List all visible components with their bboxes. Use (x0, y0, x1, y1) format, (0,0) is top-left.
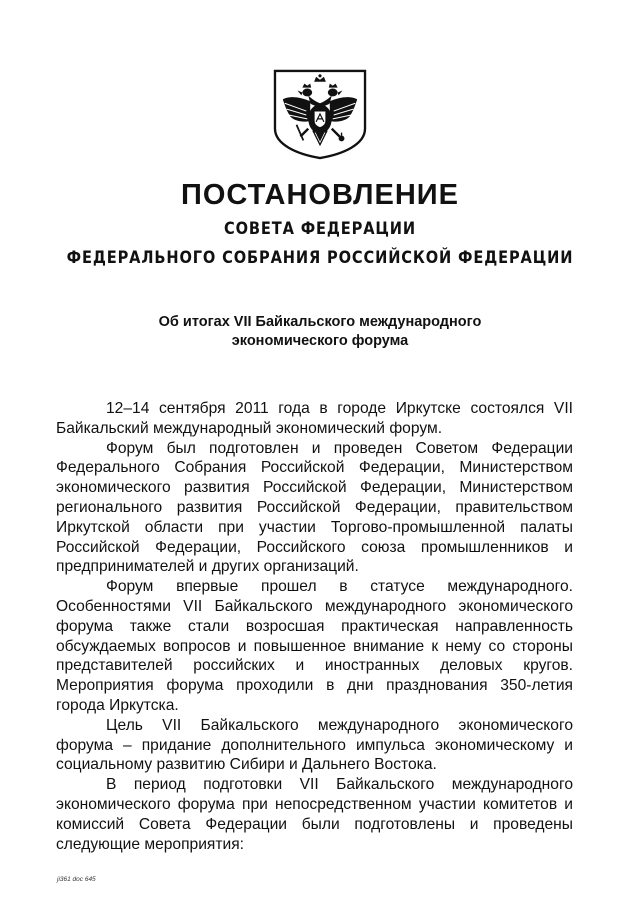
subject-line-2: экономического форума (231, 333, 409, 349)
paragraph: Форум был подготовлен и проведен Советом Федерации Федерального Собрания Российской Федерации, Министерством экономического развития Российской Федерации, Министерством регионального развития Российской Федерации, правительством Иркутской области при участии Торгово-промышленной палаты Российской Федерации, Российского союза промышленников и предпринимателей и других организаций. (56, 439, 573, 576)
document-body (56, 399, 573, 854)
issuer-line-1: СОВЕТА ФЕДЕРАЦИИ (224, 219, 416, 239)
issuer-line-2: ФЕДЕРАЛЬНОГО СОБРАНИЯ РОССИЙСКОЙ ФЕДЕРАЦИИ (66, 248, 574, 268)
paragraph: 12–14 сентября 2011 года в городе Иркутске состоялся VII Байкальский международный экономический форум. (56, 400, 573, 437)
subject-line-1: Об итогах VII Байкальского международного (158, 314, 482, 330)
paragraph: Цель VII Байкальского международного экономического форума – придание дополнительного импульса экономическому и социальному развитию Сибири и Дальнего Востока. (56, 716, 573, 774)
document-type-title: ПОСТАНОВЛЕНИЕ (181, 179, 459, 211)
russian-coat-of-arms-icon (271, 68, 369, 160)
footer-file-note: ji361 doc 645 (57, 876, 96, 883)
document-subject (0, 313, 640, 351)
paragraph: Форум впервые прошел в статусе международного. Особенностями VII Байкальского международного экономического форума также стали возросшая практическая направленность обсуждаемых вопросов и повышенное внимание к нему со стороны представителей российских и иностранных деловых кругов. Мероприятия форума проходили в дни празднования 350-летия города Иркутска. (56, 578, 573, 714)
coat-of-arms-emblem (271, 68, 369, 160)
paragraph: В период подготовки VII Байкальского международного экономического форума при непосредственном участии комитетов и комиссий Совета Федерации были подготовлены и проведены следующие мероприятия: (56, 776, 573, 853)
